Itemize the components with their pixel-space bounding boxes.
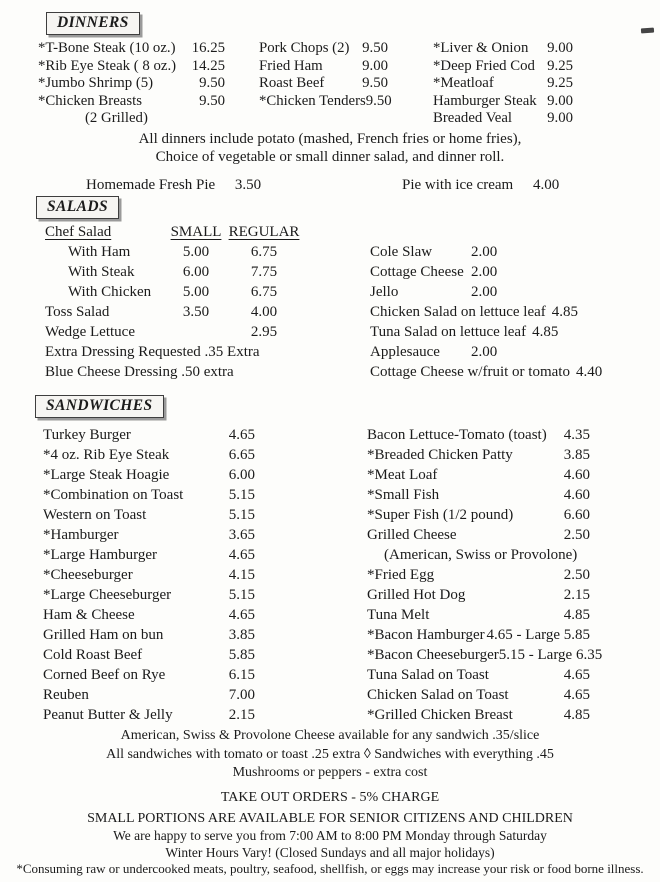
item-name: *Combination on Toast xyxy=(43,487,184,503)
menu-item-row xyxy=(367,545,590,565)
menu-item-row xyxy=(38,110,225,128)
item-price: 7.00 xyxy=(228,687,255,703)
item-name: Chicken Salad on Toast xyxy=(367,687,509,703)
item-name: *Liver & Onion xyxy=(433,40,529,56)
column-header-regular: REGULAR xyxy=(228,224,300,240)
menu-item-row xyxy=(367,565,590,585)
item-price: 5.15 xyxy=(228,507,255,523)
item-price: 6.60 xyxy=(563,507,590,523)
menu-item-row xyxy=(367,445,590,465)
sandwiches-column-right xyxy=(367,425,603,725)
menu-item-row xyxy=(367,685,590,705)
item-price: 2.50 xyxy=(563,527,590,543)
menu-item-row xyxy=(43,525,255,545)
item-price: 4.85 xyxy=(563,707,590,723)
item-name: With Chicken xyxy=(68,284,152,300)
sandwich-note-cheese: American, Swiss & Provolone Cheese available for any sandwich .35/slice xyxy=(120,728,540,743)
item-price: 4.65 xyxy=(563,687,590,703)
item-name: *Meat Loaf xyxy=(367,467,438,483)
menu-item-row xyxy=(43,645,255,665)
item-name: Breaded Veal xyxy=(433,110,513,126)
menu-item-row xyxy=(38,40,225,58)
dinners-included-note xyxy=(0,130,660,166)
item-price: 4.85 xyxy=(551,304,579,320)
item-name: *Hamburger xyxy=(43,527,119,543)
sandwich-note-mushrooms: Mushrooms or peppers - extra cost xyxy=(232,765,428,780)
item-name: Turkey Burger xyxy=(43,427,131,443)
item-name: Toss Salad xyxy=(45,304,110,320)
item-price-small: 5.00 xyxy=(182,244,210,260)
menu-item-row xyxy=(433,40,573,58)
item-name: Grilled Hot Dog xyxy=(367,587,466,603)
item-price: 3.85 xyxy=(228,627,255,643)
menu-item-row xyxy=(367,585,590,605)
sandwiches-column-left xyxy=(43,425,255,725)
menu-item-row xyxy=(43,425,255,445)
column-header-small: SMALL xyxy=(170,224,222,240)
item-price: 5.15 - Large 6.35 xyxy=(498,647,603,663)
item-price-small: 6.00 xyxy=(182,264,210,280)
table-row xyxy=(45,282,303,302)
item-name: *Grilled Chicken Breast xyxy=(367,707,513,723)
menu-item-row xyxy=(370,302,602,322)
menu-item-row xyxy=(43,445,255,465)
item-price-regular: 2.95 xyxy=(250,324,278,340)
item-price: 2.00 xyxy=(471,284,498,300)
item-name: Grilled Cheese xyxy=(367,527,457,543)
dinners-column-3 xyxy=(433,40,573,128)
item-price: 4.40 xyxy=(575,364,603,380)
table-row xyxy=(45,262,303,282)
item-name: *Meatloaf xyxy=(433,75,494,91)
item-price: 9.00 xyxy=(362,57,388,74)
menu-item-row xyxy=(43,465,255,485)
menu-item-row xyxy=(433,75,573,93)
item-price: 6.00 xyxy=(228,467,255,483)
salad-sides-list xyxy=(370,242,602,382)
takeout-notice: TAKE OUT ORDERS - 5% CHARGE xyxy=(220,790,440,805)
item-name: Pie with ice cream xyxy=(402,177,514,193)
menu-item-row xyxy=(259,40,388,58)
sandwich-notes xyxy=(0,727,660,783)
item-price: 9.50 xyxy=(362,75,388,91)
item-price: 4.35 xyxy=(563,427,590,443)
item-price: 14.25 xyxy=(191,57,225,74)
item-name: Roast Beef xyxy=(259,75,325,91)
item-price: 9.50 xyxy=(199,92,225,109)
menu-item-row xyxy=(367,665,590,685)
table-row xyxy=(45,242,303,262)
menu-item-row xyxy=(370,322,602,342)
item-name: Reuben xyxy=(43,687,89,703)
item-price: 4.15 xyxy=(228,567,255,583)
item-price: 4.85 xyxy=(563,607,590,623)
item-price: 4.65 xyxy=(228,427,255,443)
item-price-regular: 7.75 xyxy=(250,264,278,280)
item-price: 9.50 xyxy=(365,92,392,109)
item-price-regular: 6.75 xyxy=(250,284,278,300)
consumption-disclaimer: *Consuming raw or undercooked meats, poultry, seafood, shellfish, or eggs may increase your risk or food borne illness. xyxy=(16,861,644,876)
item-name: *Bacon Hamburger xyxy=(367,627,485,643)
item-name: Tuna Melt xyxy=(367,607,430,623)
sandwich-note-extras: All sandwiches with tomato or toast .25 extra ◊ Sandwiches with everything .45 xyxy=(106,746,554,762)
item-name: Ham & Cheese xyxy=(43,607,135,623)
item-name: Hamburger Steak xyxy=(433,92,537,109)
menu-item-row xyxy=(433,58,573,76)
menu-item-row xyxy=(43,545,255,565)
item-price: 6.65 xyxy=(228,447,255,463)
dinners-note-line2: Choice of vegetable or small dinner salad, and dinner roll. xyxy=(155,149,505,165)
menu-item-row xyxy=(38,58,225,76)
item-name: *Rib Eye Steak ( 8 oz.) xyxy=(38,57,177,74)
blue-cheese-note: Blue Cheese Dressing .50 extra xyxy=(45,364,234,380)
item-name: Homemade Fresh Pie xyxy=(86,177,216,193)
small-portions-notice: SMALL PORTIONS ARE AVAILABLE FOR SENIOR CITIZENS AND CHILDREN xyxy=(87,811,573,826)
item-name: *Deep Fried Cod xyxy=(433,57,535,74)
menu-item-row xyxy=(433,110,573,128)
item-name: Grilled Ham on bun xyxy=(43,627,164,643)
menu-item-row xyxy=(43,625,255,645)
item-name: (American, Swiss or Provolone) xyxy=(384,547,578,563)
item-price: 9.00 xyxy=(547,40,573,56)
item-name: Tuna Salad on lettuce leaf xyxy=(370,324,527,340)
item-price: 9.00 xyxy=(547,92,573,109)
item-price: 4.65 xyxy=(228,607,255,623)
menu-item-row xyxy=(367,505,590,525)
item-name: Applesauce xyxy=(370,344,440,360)
extra-dressing-note: Extra Dressing Requested .35 Extra xyxy=(45,344,260,360)
item-name: *Large Cheeseburger xyxy=(43,587,172,603)
item-price: 2.00 xyxy=(471,264,498,280)
item-name: *Fried Egg xyxy=(367,567,435,583)
item-name: *T-Bone Steak (10 oz.) xyxy=(38,40,176,56)
item-price: 16.25 xyxy=(191,40,225,56)
section-header-dinners: DINNERS xyxy=(46,12,140,35)
menu-item-row xyxy=(370,362,602,382)
item-price: 5.15 xyxy=(228,587,255,603)
item-name: *Chicken Breasts xyxy=(38,92,142,109)
item-name: Peanut Butter & Jelly xyxy=(43,707,173,723)
item-name: Cole Slaw xyxy=(370,244,433,260)
menu-item-row xyxy=(370,342,602,362)
item-price: 4.60 xyxy=(563,487,590,503)
item-name: Bacon Lettuce-Tomato (toast) xyxy=(367,427,547,443)
item-price: 3.50 xyxy=(234,177,262,193)
menu-item-row xyxy=(43,605,255,625)
menu-item-row xyxy=(367,465,590,485)
item-price: 2.15 xyxy=(228,707,255,723)
table-row xyxy=(45,302,303,322)
item-price-regular: 4.00 xyxy=(250,304,278,320)
item-price-regular: 6.75 xyxy=(250,244,278,260)
item-price: 3.85 xyxy=(563,447,590,463)
menu-item-row xyxy=(433,93,573,111)
menu-item-row xyxy=(43,585,255,605)
item-name: Cottage Cheese w/fruit or tomato xyxy=(370,364,570,380)
menu-item-row xyxy=(367,425,590,445)
item-price: 4.65 - Large 5.85 xyxy=(486,627,590,643)
menu-item-row xyxy=(43,565,255,585)
item-price: 3.65 xyxy=(228,527,255,543)
dinners-column-2 xyxy=(259,40,392,110)
item-name: *Small Fish xyxy=(367,487,440,503)
menu-item-row xyxy=(259,58,388,76)
section-header-salads: SALADS xyxy=(36,196,119,219)
hours-notice: We are happy to serve you from 7:00 AM to 8:00 PM Monday through Saturday xyxy=(113,828,547,843)
item-price: 2.50 xyxy=(563,567,590,583)
chef-salad-table xyxy=(45,222,303,382)
item-price: 2.00 xyxy=(471,344,498,360)
item-price: 4.65 xyxy=(563,667,590,683)
item-name: *Super Fish (1/2 pound) xyxy=(367,507,514,523)
dinners-note-line1: All dinners include potato (mashed, French fries or home fries), xyxy=(138,131,522,147)
item-price: 5.15 xyxy=(228,487,255,503)
menu-item-row xyxy=(43,685,255,705)
item-name: Fried Ham xyxy=(259,57,323,74)
table-row xyxy=(45,322,303,342)
item-price: 4.00 xyxy=(532,177,560,193)
winter-hours-notice: Winter Hours Vary! (Closed Sundays and all major holidays) xyxy=(165,845,495,860)
menu-item-row xyxy=(367,485,590,505)
item-name: Jello xyxy=(370,284,399,300)
item-price: 9.25 xyxy=(547,57,573,74)
item-name: *Cheeseburger xyxy=(43,567,133,583)
item-name: Corned Beef on Rye xyxy=(43,667,166,683)
item-name: (2 Grilled) xyxy=(85,110,148,126)
menu-item-row xyxy=(367,525,590,545)
dinners-column-1 xyxy=(38,40,225,128)
menu-item-row xyxy=(367,645,603,665)
menu-item-row xyxy=(259,75,388,93)
item-price: 2.00 xyxy=(471,244,498,260)
item-name: Chicken Salad on lettuce leaf xyxy=(370,304,546,320)
item-price: 2.15 xyxy=(563,587,590,603)
item-name: Pork Chops (2) xyxy=(259,40,350,56)
menu-item-row xyxy=(370,242,602,262)
item-price: 9.00 xyxy=(547,110,573,126)
item-price-small: 5.00 xyxy=(182,284,210,300)
menu-item-row xyxy=(43,505,255,525)
menu-item-row xyxy=(43,705,255,725)
menu-item-row xyxy=(370,262,602,282)
menu-item-row xyxy=(38,75,225,93)
table-header-row xyxy=(45,222,303,242)
item-name: With Steak xyxy=(68,264,135,280)
item-price: 4.65 xyxy=(228,547,255,563)
item-price: 6.15 xyxy=(228,667,255,683)
item-name: *Chicken Tenders xyxy=(259,92,366,109)
item-name: With Ham xyxy=(68,244,131,260)
item-price: 9.25 xyxy=(547,75,573,91)
menu-item-row xyxy=(367,705,590,725)
item-name: Wedge Lettuce xyxy=(45,324,135,340)
item-name: Western on Toast xyxy=(43,507,147,523)
item-price-small xyxy=(167,322,225,342)
menu-item-row xyxy=(259,92,392,111)
column-header-name: Chef Salad xyxy=(45,224,112,240)
menu-item-row xyxy=(367,625,590,645)
menu-item-row xyxy=(370,282,602,302)
item-name: Cold Roast Beef xyxy=(43,647,143,663)
pie-ice-cream-item xyxy=(402,176,559,194)
menu-item-row xyxy=(43,665,255,685)
item-name: *Large Hamburger xyxy=(43,547,157,563)
item-price: 9.50 xyxy=(362,40,388,56)
item-name: Cottage Cheese xyxy=(370,264,464,280)
menu-item-row xyxy=(38,93,225,111)
menu-item-row xyxy=(367,605,590,625)
item-price-small: 3.50 xyxy=(182,304,210,320)
item-price: 4.85 xyxy=(532,324,559,340)
item-name: *4 oz. Rib Eye Steak xyxy=(43,447,170,463)
menu-item-row xyxy=(43,485,255,505)
item-price: 4.60 xyxy=(563,467,590,483)
item-name: *Bacon Cheeseburger xyxy=(367,647,499,663)
scan-artifact xyxy=(641,28,654,34)
item-price: 9.50 xyxy=(199,75,225,91)
item-name: *Jumbo Shrimp (5) xyxy=(38,75,154,91)
item-name: *Large Steak Hoagie xyxy=(43,467,170,483)
item-name: Tuna Salad on Toast xyxy=(367,667,489,683)
pie-item xyxy=(86,176,261,194)
item-price: 5.85 xyxy=(228,647,255,663)
item-name: *Breaded Chicken Patty xyxy=(367,447,513,463)
section-header-sandwiches: SANDWICHES xyxy=(35,395,164,418)
